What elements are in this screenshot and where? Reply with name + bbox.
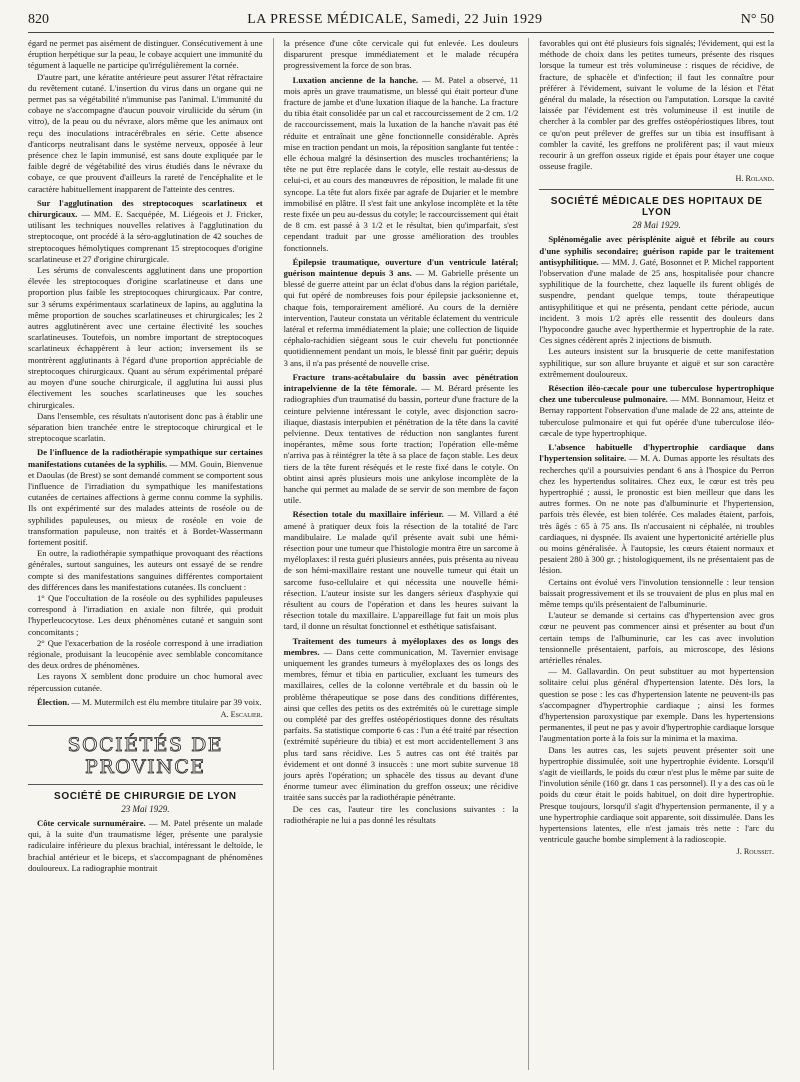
article-text: — MM. Gouin, Bienvenue et Daoulas (de Brest) se sont demandé comment se comportent sous l'influence de l'irradiation du sympathique les manifestations cutanées de certaines affections à germe connu comme la syphilis. Ils ont expérimenté sur des malades atteints de roséole ou de syphilides papuleuses, ou mieux de roséole en voie de transformation papuleuse, non traités et à Bordet-Wassermann fortement positif. <box>28 458 263 547</box>
section-title: SOCIÉTÉS DE PROVINCE <box>67 733 224 778</box>
article-heading: Résection totale du maxillaire inférieur. <box>292 509 444 520</box>
divider <box>28 725 263 726</box>
article <box>539 442 774 576</box>
paragraph: — M. Gallavardin. On peut substituer au mot hypertension solitaire celui plus général d'hypertension latente. Dès lors, la question se pose : les cas d'hypertension latente ne peuvent-ils pas s'accompagner d'hypertrophie cardiaque ; ainsi les formes d'hypertension paroxystique par exemple. Dans les hypertensions permanentes, il peut ne pas y avoir d'hypertrophie cardiaque lorsque l'augmentation porte à la fois sur la minima et la maxima. <box>539 666 775 744</box>
paragraph: 1° Que l'occultation de la roséole ou des syphilides papuleuses correspond à l'irradiation en axiale non filtrée, qui produit l'hyperleucocytose. Les deux phénomènes cutané et sanguin sont concomitants ; <box>28 592 263 637</box>
article-text: — M. A. Dumas apporte les résultats des recherches qu'il a poursuivies pendant 6 ans à l'hospice du Perron chez les hypertendus solitaires. Chez eux, le cœur est très peu hypertrophié ; aussi, le pronostic est bien meilleur que dans les autres formes. On ne note pas d'albuminurie et l'hypertension, parfois très élevée, est bien tolérée. Ces malades étaient, parfois, très âgés : 65 à 75 ans. Ils n'accusaient ni céphalée, ni troubles cardiaques, ni dyspnée. Ils avaient une hypertonicité artérielle plus ou moins généralisée. À l'autopsie, les cœurs étaient normaux et pesaient 280 à 300 gr. ; histologiquement, ils ne présentaient pas de lésion. <box>539 453 775 576</box>
paragraph: En outre, la radiothérapie sympathique provoquant des réactions générales, surtout sanguines, les auteurs ont essayé de se rendre compte si des manifestations sanguines différentes comportaient des différences dans les manifestations cutanées. Ils concluent : <box>28 548 263 592</box>
paragraph: Les auteurs insistent sur la brusquerie de cette manifestation syphilitique, sur son allure bruyante et aiguë et sur son caractère extrêmement douloureux. <box>539 346 775 379</box>
paragraph: égard ne permet pas aisément de distinguer. Consécutivement à une éruption herpétique sur la peau, le cobaye acquiert une immunité du tégument à laquelle ne participe qu'irrégulièrement la cornée. <box>28 38 263 71</box>
article <box>284 372 519 506</box>
issue-number: N° 50 <box>740 12 774 27</box>
paragraph: Certains ont évolué vers l'involution tensionnelle : leur tension baissait progressivement et ils se trouvaient de plus en plus mal en même temps qu'ils présentaient de l'albuminurie. <box>539 576 775 609</box>
paragraph: Les rayons X semblent donc produire un choc humoral avec répercussion cutanée. <box>28 671 263 693</box>
text-columns <box>28 38 774 1070</box>
author-signature: A. Escalier. <box>220 709 263 719</box>
article-text: — M. Bérard présente les radiographies d'un traumatisé du bassin, porteur d'une fracture de la ceinture pelvienne intéressant le cotyle, avec disjonction sacro-iliaque, diastasis interpubien et pénétration de la tête dans la cavité pelvienne. Deux tentatives de réduction non sanglantes furent inopérantes, même sous forte traction; l'opération elle-même n'arriva pas à réintégrer la tête à sa place de façon stable. Les deux tiers de la tête furent réséqués et le reste fixé dans le cotyle. On obtint ainsi après plusieurs mois une ankylose incomplète de la hanche qui permet au malade de se servir de son membre de façon utile. <box>283 383 519 506</box>
article-heading: L'absence habituelle d'hypertrophie cardiaque dans l'hypertension solitaire. <box>539 442 775 464</box>
article <box>28 818 263 874</box>
article <box>539 234 774 346</box>
election-text: — M. Mutermilch est élu membre titulaire par 39 voix. <box>71 696 262 707</box>
article-text: — M. Villard a été amené à pratiquer deux fois la résection de la totalité de l'arc mandibulaire. Le malade qu'il présente avait subi une hémi-résection pour une tumeur que l'histologie montra être un sarcome à myéloplaxes: il resta guéri plusieurs années, puis présenta au niveau de son hémi-maxillaire restant une nouvelle tumeur qui était un sarcome fuso-cellulaire et qui nécessita une nouvelle hémi-résection. L'auteur insiste sur les dangers sérieux d'asphyxie qui résultent au cours de l'opération et dans les heures suivant la résection totale du maxillaire. L'appareillage fut fait un mois plus tard, il donne un résultat fonctionnel et esthétique satisfaisant. <box>283 509 519 632</box>
paragraph: De ces cas, l'auteur tire les conclusions suivantes : la radiothérapie ne lui a pas donné les résultats <box>283 803 519 825</box>
article-heading: Sur l'agglutination des streptocoques scarlatineux et chirurgicaux. <box>28 197 263 220</box>
article <box>539 383 774 439</box>
article-text: — MM. E. Sacquépée, M. Liégeois et J. Fricker, utilisant les techniques nouvelles relatives à l'agglutination du streptocoque, ont procédé à la séro-agglutination de 42 souches de streptocoques hémolytiques comprenant 15 streptocoques d'origine scarlatineuse et 27 d'origine chirurgicale. <box>28 209 263 264</box>
society-heading: SOCIÉTÉ DE CHIRURGIE DE LYON <box>54 790 237 802</box>
article-heading: Résection iléo-cæcale pour une tuberculose hypertrophique chez une tuberculeuse pulmonaire. <box>539 383 775 405</box>
article <box>28 447 263 548</box>
paragraph: L'auteur se demande si certains cas d'hypertension avec gros cœur ne peuvent pas commencer ainsi et présenter au bout d'un certain temps de l'albuminurie, car les cas avec involution tensionnelle présentaient, parfois, au microscope, des lésions artérielles rénales. <box>539 610 775 665</box>
paragraph: Dans l'ensemble, ces résultats n'autorisent donc pas à établir une séparation bien tranchée entre le streptocoque chirurgical et le streptocoque scarlatin. <box>28 410 263 444</box>
divider <box>28 784 263 785</box>
paragraph: Les sérums de convalescents agglutinent dans une proportion élevée les streptocoques d'origine scarlatineuse et dans une proportion plus faible les streptocoques chirurgicaux. Par contre, sur 3 sérums expérimentaux scarlatineux de lapins, au agglutina la même proportion de souches scarlatineuses et chirurgicales; les 2 autres agglutinèrent avec une certaine électivité les souches scarlatineuses. Toutefois, un nombre important de streptocoques scarlatineux échappèrent à leur action; inversement ils se montrèrent agglutinants à l'égard d'une proportion appréciable de streptocoques chirurgicaux. Quant au sérum expérimental préparé au moyen d'une souche chirurgicale, il agglutina lui aussi plus électivement les souches scarlatineuses que les souches chirurgicales. <box>28 265 263 410</box>
paragraph: Dans les autres cas, les sujets peuvent présenter soit une hypertrophie dissimulée, soit une hypertrophie évidente. Lorsqu'il s'agit de vieillards, le poids du cœur n'est plus le même par suite de l'involution sénile (160 gr. dans 1 cas personnel). Il y a des cas où le poids du cœur était le poids habituel, on doit dire hypertrophie. Presque toujours, lorsqu'il s'agit d'hypertension permanente, il y a une hypertrophie cardiaque soit apparente, soit dissimulée. Dans les hypertensions latentes, elle n'est jamais très nette : l'arc du ventricule gauche bombe simplement à la radioscopie. <box>539 744 775 845</box>
running-head <box>28 12 774 33</box>
article-heading: Épilepsie traumatique, ouverture d'un ventricule latéral; guérison maintenue depuis 3 ans. <box>283 256 519 279</box>
article-heading: Luxation ancienne de la hanche. <box>292 74 419 85</box>
article-heading: Traitement des tumeurs à myéloplaxes des os longs des membres. <box>283 635 519 657</box>
divider <box>539 189 774 190</box>
article-heading: De l'influence de la radiothérapie sympathique sur certaines manifestations cutanées de la syphilis. <box>28 447 263 469</box>
article <box>28 198 263 265</box>
author-signature: J. Rousset. <box>736 847 775 857</box>
article <box>284 257 519 369</box>
column-3 <box>528 38 774 1070</box>
paragraph: D'autre part, une kératite antérieure peut assurer l'état réfractaire du revêtement cutané. L'insertion du virus dans un organe qui ne permet pas sa végétabilité n'immunise pas l'animal. L'immunité du cobaye ne s'accompagne d'aucun pouvoir viruliicide du sérum (in vitro), de la peau ou du névraxe, alors même que les animaux ont reçu des inoculations intracérébrales en série. Cette absence d'anticorps neutralisant dans le système nerveux, opposée à leur présence chez le lapin immunisé, est sans doute expliquée par le faible degré de végétabilité des virus étudiés dans le névraxe du cobaye, ce que prouvent d'ailleurs la rareté de l'encéphalite et le caractère habituellement inapparent de l'atteinte des centres. <box>28 71 263 194</box>
article-text: — MM. Bonnamour, Heitz et Bernay rapportent l'observation d'une malade de 22 ans, atteinte de tuberculose pulmonaire et qui fut opérée d'une tuberculose iléo-cæcale de type hypertrophique. <box>539 394 775 438</box>
article-text: — M. Patel a observé, 11 mois après un grave traumatisme, un blessé qui était porteur d'une fracture de jambe et d'une luxation iliaque de la hanche. La fracture du tibia était consolidée par un cal et raccourcissement de 2 cm. 1/2 de raccourcissement, mais la luxation de la hanche n'avait pas été réduite et entraînait une gêne fonctionnelle considérable. Après mise en traction pendant un mois, la réposition sanglante fut tentée : elle échoua malgré la désinsertion des muscles trochantériens; la tête ne put être replacée dans le cotyle, elle restait au-dessus de celui-ci, et au cours des manœuvres de réposition, le malade fit une syncope. La tête fut alors fixée par agrafe de Dujarier et le membre immobilisé en plâtre. Il s'est fait une ankylose incomplète et la tête reste fixée un peu au-dessus du cotyle; le raccourcissement qui était de 8 cm. est passé à 3 1/2 et le résultat, bien qu'imparfait, s'est cependant traduit par une grosse amélioration des troubles fonctionnels. <box>283 74 519 253</box>
election-note <box>28 697 263 708</box>
article-text: — M. Gabrielle présente un blessé de guerre atteint par un éclat d'obus dans la région pariétale, qui fut opéré de nombreuses fois pour épilepsie jacksonienne et, chaque fois, temporairement amélioré. Au cours de la dernière intervention, l'auteur constata un véritable éclatement du ventricule latéral et referma immédiatement la plaie; une collection de liquide céphalo-rachidien siégeant sous le cuir chevelu fut ponctionnée quotidiennement pendant un mois, le blessé finit par guérir; depuis 3 ans, il n'a pas présenté de nouvelle crise. <box>283 268 519 368</box>
session-date: 23 Mai 1929. <box>121 803 170 814</box>
election-heading: Élection. <box>37 696 70 707</box>
article <box>284 509 519 632</box>
article-heading: Splénomégalie avec périsplénite aiguë et fébrile au cours d'une syphilis secondaire; guérison rapide par le traitement antisyphilitique. <box>539 234 775 267</box>
author-signature: H. Roland. <box>735 174 775 184</box>
page-number: 820 <box>28 12 49 27</box>
column-2 <box>273 38 519 1070</box>
paragraph: 2° Que l'exacerbation de la roséole correspond à une irradiation régionale, produisant la leucopénie avec semblable concomitance des deux ordres de phénomènes. <box>28 637 263 671</box>
article-text: — M. Patel présente un malade qui, à la suite d'un traumatisme léger, présente une paralysie radiculaire inférieure du plexus brachial, intéressant le deltoïde, le brachial antérieur et le biceps, et s'accompagnant de phénomènes douloureux. La radiographie montrait <box>28 817 263 873</box>
column-1 <box>28 38 263 1070</box>
article-text: — Dans cette communication, M. Tavernier envisage uniquement les grandes tumeurs à myéloplaxes des os longs des membres, fémur et tibia en particulier, excluant les tumeurs des maxillaires, celles de la colonne vertébrale et du bassin où le problème thérapeutique se pose dans des conditions différentes, ainsi que celles des petits os des extrémités où le curettage simple ou complété par des greffes ostéopériostiques donne des résultats parfaits. Sa statistique comporte 6 cas : l'un a été traité par résection (extrémité supérieure du tibia) et est mort accidentellement 3 ans plus tard sans récidive. Les 5 autres cas ont été traités par évidement et ont donné 3 insuccès : une mort subite survenue 18 jours après l'opération; un sphacèle des tissus au devant d'une énorme tumeur avec élimination du greffon osseux; une récidive traitée sans succès par la radiothérapie pénétrante. <box>283 646 519 803</box>
session-date: 28 Mai 1929. <box>632 220 681 231</box>
article-heading: Côte cervicale surnuméraire. <box>37 817 146 828</box>
paragraph: la présence d'une côte cervicale qui fut enlevée. Les douleurs disparurent presque immédiatement et le malade récupéra progressivement la force de son bras. <box>283 38 519 71</box>
paragraph: favorables qui ont été plusieurs fois signalés; l'évidement, qui est la méthode de choix dans les petites tumeurs, présente des risques lorsque la tumeur est très volumineuse : risques de récidive, de fracture, de sphacèle et d'infection; il faut les connaître pour préférer à l'évidement, suivant le volume de la lésion et l'état général du malade, la résection ou l'amputation. Lorsque la cavité laissée par l'évidement est très volumineuse il est inutile de chercher à la combler par des greffes ostéopériostiques libres, tout ce qu'on peut prélever de greffes sur un tibia est insuffisant à combler la cavité, les greffons ne prolifèrent pas; il vaut mieux recourir à un greffon osseux rigide et épais pour étayer une coque osseuse fragile. <box>539 38 775 172</box>
article-text: — MM. J. Gaté, Bosonnet et P. Michel rapportent l'observation d'une malade de 25 ans, hospitalisée pour chancre syphilitique de la fourchette, chez laquelle ils furent obligés de suspendre, pendant quelque temps, toute thérapeutique antisyphilitique et qui ne présenta, pendant cette période, aucun incident. 3 mois 1/2 après elle ressentit des douleurs dans l'hypocondre gauche avec hyperthermie et hypertrophie de la rate. Ces signes cédèrent après 2 injections de bismuth. <box>539 256 775 346</box>
society-heading: SOCIÉTÉ MÉDICALE DES HOPITAUX DE LYON <box>550 196 763 219</box>
article <box>284 75 519 254</box>
article <box>284 636 519 804</box>
journal-title: LA PRESSE MÉDICALE, Samedi, 22 Juin 1929 <box>247 12 543 27</box>
article-heading: Fracture trans-acétabulaire du bassin avec pénétration intrapelvienne de la tête fémorale. <box>283 371 519 394</box>
